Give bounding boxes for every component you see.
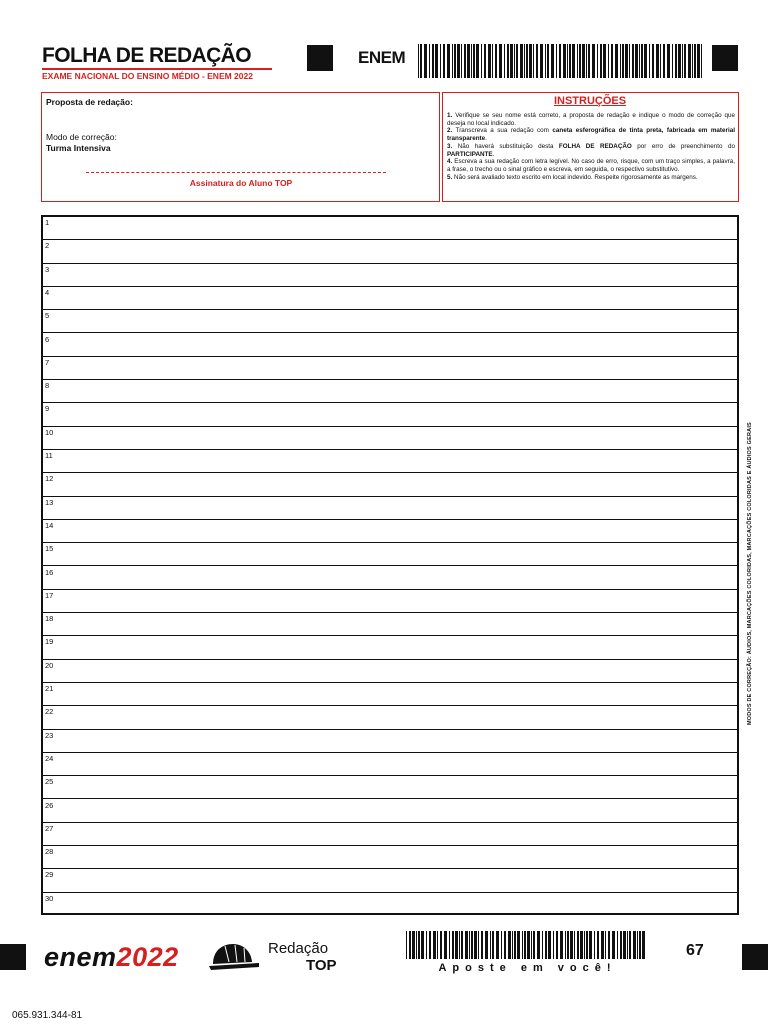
- barcode-bar: [574, 931, 575, 959]
- barcode-bar: [608, 44, 609, 78]
- line-number: 9: [45, 404, 50, 414]
- barcode-bar: [514, 44, 515, 78]
- barcode-bar: [501, 931, 502, 959]
- barcode-bar: [594, 931, 595, 959]
- barcode-bar: [612, 931, 615, 959]
- barcode-bar: [464, 44, 466, 78]
- barcode-bar: [476, 44, 479, 78]
- writing-line[interactable]: [43, 706, 737, 729]
- page-number: 67: [686, 942, 704, 959]
- barcode-bar: [457, 44, 460, 78]
- barcode-top: [418, 44, 704, 78]
- barcode-bar: [533, 931, 535, 959]
- barcode-bar: [635, 44, 638, 78]
- barcode-bar: [672, 44, 673, 78]
- barcode-bar: [649, 44, 650, 78]
- line-number: 16: [45, 567, 54, 577]
- barcode-bar: [556, 44, 557, 78]
- writing-line[interactable]: [43, 823, 737, 846]
- writing-line[interactable]: [43, 357, 737, 380]
- enem-logo: [44, 942, 179, 973]
- barcode-bar: [656, 44, 659, 78]
- writing-line[interactable]: [43, 287, 737, 310]
- barcode-bar: [485, 931, 488, 959]
- barcode-bar: [421, 931, 424, 959]
- line-number: 22: [45, 707, 54, 717]
- writing-line[interactable]: [43, 776, 737, 799]
- writing-line[interactable]: [43, 403, 737, 426]
- line-number: 3: [45, 264, 50, 274]
- barcode-bar: [682, 44, 683, 78]
- barcode-bar: [667, 44, 670, 78]
- barcode-bar: [601, 931, 604, 959]
- line-number: 5: [45, 311, 50, 321]
- barcode-bar: [429, 931, 431, 959]
- barcode-bar: [435, 44, 438, 78]
- line-number: 28: [45, 847, 54, 857]
- barcode-bar: [675, 44, 677, 78]
- barcode-bar: [563, 44, 566, 78]
- barcode-bar: [567, 931, 569, 959]
- writing-line[interactable]: [43, 473, 737, 496]
- line-number: 8: [45, 381, 50, 391]
- barcode-bar: [406, 931, 407, 959]
- writing-line[interactable]: [43, 800, 737, 823]
- proposal-label: Proposta de redação:: [46, 97, 133, 107]
- writing-line[interactable]: [43, 520, 737, 543]
- barcode-bar: [536, 44, 538, 78]
- barcode-bar: [605, 931, 606, 959]
- barcode-bar: [426, 931, 427, 959]
- barcode-bar: [632, 44, 634, 78]
- correction-mode-value: Turma Intensiva: [46, 143, 111, 153]
- barcode-bar: [620, 931, 622, 959]
- barcode-bar: [481, 44, 482, 78]
- barcode-bar: [542, 931, 543, 959]
- barcode-bar: [496, 931, 499, 959]
- barcode-bar: [692, 44, 693, 78]
- essay-writing-area[interactable]: [41, 215, 739, 915]
- line-number: 12: [45, 474, 54, 484]
- line-number: 4: [45, 287, 50, 297]
- correction-mode-label: Modo de correção:: [46, 132, 117, 142]
- barcode-bar: [547, 44, 549, 78]
- writing-line[interactable]: [43, 310, 737, 333]
- writing-line[interactable]: [43, 334, 737, 357]
- registration-mark-top-left: [307, 45, 333, 71]
- writing-line[interactable]: [43, 497, 737, 520]
- slogan: Aposte em você!: [438, 962, 617, 974]
- barcode-bar: [579, 44, 581, 78]
- barcode-bar: [639, 931, 641, 959]
- barcode-bar: [514, 931, 516, 959]
- line-number: 27: [45, 823, 54, 833]
- correction-modes-side-text: MODOS DE CORREÇÃO: ÁUDIOS, MARCAÇÕES COLORIDAS, MARCAÇÕES COLORIDAS E ÁUDIOS GERAIS: [747, 422, 753, 725]
- instruction-item: 3. Não haverá substituição desta FOLHA DE REDAÇÃO por erro de preenchimento do PARTICIPANTE.: [447, 142, 735, 158]
- line-number: 2: [45, 241, 50, 251]
- barcode-bar: [584, 931, 585, 959]
- writing-line[interactable]: [43, 846, 737, 869]
- barcode-bar: [429, 44, 430, 78]
- cap-icon: [205, 942, 261, 972]
- barcode-bar: [512, 931, 513, 959]
- barcode-bar: [440, 44, 441, 78]
- registration-mark-bottom-left: [0, 944, 26, 970]
- barcode-bar: [531, 931, 532, 959]
- writing-line[interactable]: [43, 567, 737, 590]
- barcode-bar: [553, 931, 554, 959]
- line-number: 7: [45, 357, 50, 367]
- barcode-bar: [603, 44, 606, 78]
- barcode-bar: [577, 44, 578, 78]
- barcode-bar: [569, 44, 571, 78]
- barcode-bar: [625, 44, 628, 78]
- barcode-bar: [499, 44, 502, 78]
- barcode-bar: [508, 931, 511, 959]
- barcode-bar: [524, 931, 526, 959]
- barcode-bar: [440, 931, 442, 959]
- barcode-bar: [471, 44, 472, 78]
- writing-line[interactable]: [43, 893, 737, 916]
- barcode-bar: [437, 931, 438, 959]
- logo-word: enem: [44, 942, 117, 972]
- barcode-bar: [559, 44, 561, 78]
- barcode-bar: [545, 931, 547, 959]
- line-number: 18: [45, 614, 54, 624]
- instruction-item: 4. Escreva a sua redação com letra legível. No caso de erro, risque, com um traço simples, a palavra, a frase, o trecho ou o sinal gráfico e escreva, em seguida, o respectivo substitutivo.: [447, 158, 735, 173]
- barcode-bar: [620, 44, 621, 78]
- brand-redacao: Redação: [268, 940, 329, 957]
- instruction-item: 5. Não será avaliado texto escrito em local indevido. Respeite rigorosamente as margens.: [447, 173, 698, 181]
- signature-line: [86, 172, 386, 173]
- barcode-bar: [416, 931, 417, 959]
- barcode-bar: [633, 931, 636, 959]
- barcode-bar: [495, 44, 497, 78]
- writing-line[interactable]: [43, 636, 737, 659]
- line-number: 15: [45, 544, 54, 554]
- barcode-bar: [474, 931, 477, 959]
- writing-line[interactable]: [43, 264, 737, 287]
- writing-line[interactable]: [43, 543, 737, 566]
- barcode-bar: [412, 931, 415, 959]
- barcode-bar: [516, 44, 518, 78]
- barcode-bar: [520, 44, 523, 78]
- signature-label: Assinatura do Aluno TOP: [189, 178, 293, 188]
- barcode-bar: [507, 44, 509, 78]
- writing-line[interactable]: [43, 240, 737, 263]
- line-number: 1: [45, 218, 50, 227]
- barcode-bar: [527, 931, 530, 959]
- barcode-bar: [522, 931, 523, 959]
- writing-line[interactable]: [43, 660, 737, 683]
- barcode-bar: [537, 931, 540, 959]
- barcode-bar: [611, 44, 613, 78]
- line-number: 17: [45, 590, 54, 600]
- barcode-bar: [551, 44, 554, 78]
- barcode-bar: [443, 44, 445, 78]
- barcode-bar: [545, 44, 546, 78]
- barcode-bar: [608, 931, 610, 959]
- page-subtitle: EXAME NACIONAL DO ENSINO MÉDIO - ENEM 2022: [42, 71, 253, 81]
- barcode-bar: [556, 931, 558, 959]
- barcode-bar: [663, 44, 665, 78]
- line-number: 19: [45, 637, 54, 647]
- instruction-item: 2. Transcreva a sua redação com caneta esferográfica de tinta preta, fabricada em material transparente.: [447, 127, 735, 143]
- barcode-bar: [652, 44, 654, 78]
- barcode-bar: [697, 44, 700, 78]
- instruction-item: 1. Verifique se seu nome está correto, a proposta de redação e indique o modo de correção que deseja no local indicado.: [447, 112, 736, 127]
- barcode-bar: [433, 931, 436, 959]
- barcode-bar: [420, 44, 422, 78]
- line-number: 20: [45, 660, 54, 670]
- barcode-bar: [504, 44, 505, 78]
- barcode-bar: [644, 44, 647, 78]
- barcode-bar: [588, 44, 590, 78]
- barcode-bar: [452, 931, 454, 959]
- writing-line[interactable]: [43, 590, 737, 613]
- barcode-bar: [510, 44, 513, 78]
- barcode-bar: [454, 44, 456, 78]
- barcode-bar: [418, 44, 419, 78]
- barcode-bar: [622, 44, 624, 78]
- barcode-bar: [478, 931, 479, 959]
- barcode-bar: [629, 931, 631, 959]
- barcode-bar: [629, 44, 630, 78]
- line-number: 13: [45, 497, 54, 507]
- line-number: 29: [45, 870, 54, 880]
- writing-line[interactable]: [43, 217, 737, 240]
- barcode-bar: [424, 44, 427, 78]
- barcode-bar: [461, 931, 463, 959]
- barcode-bar: [678, 44, 681, 78]
- barcode-bar: [577, 931, 579, 959]
- line-number: 25: [45, 777, 54, 787]
- barcode-bar: [471, 931, 473, 959]
- writing-line[interactable]: [43, 450, 737, 473]
- barcode-bar: [637, 931, 638, 959]
- barcode-bar: [481, 931, 483, 959]
- barcode-bar: [529, 44, 532, 78]
- line-number: 6: [45, 334, 50, 344]
- barcode-bar: [461, 44, 462, 78]
- title-underline: [42, 68, 272, 70]
- barcode-bar: [589, 931, 592, 959]
- barcode-bar: [600, 44, 602, 78]
- barcode-bar: [660, 44, 661, 78]
- barcode-bar: [447, 44, 450, 78]
- document-id: 065.931.344-81: [12, 1010, 83, 1021]
- line-number: 23: [45, 730, 54, 740]
- line-number: 26: [45, 800, 54, 810]
- barcode-bar: [492, 44, 493, 78]
- barcode-bar: [701, 44, 702, 78]
- writing-line[interactable]: [43, 869, 737, 892]
- barcode-bar: [570, 931, 573, 959]
- barcode-bar: [455, 931, 458, 959]
- barcode-bar: [432, 44, 434, 78]
- line-number: 14: [45, 520, 54, 530]
- barcode-bar: [615, 44, 618, 78]
- barcode-bar: [409, 931, 411, 959]
- barcode-bar: [449, 931, 450, 959]
- barcode-bar: [623, 931, 626, 959]
- line-number: 11: [45, 451, 53, 460]
- writing-line[interactable]: [43, 730, 737, 753]
- barcode-bar: [565, 931, 566, 959]
- barcode-bar: [617, 931, 618, 959]
- brand-top: TOP: [306, 957, 337, 974]
- barcode-bar: [418, 931, 420, 959]
- registration-mark-top-right: [712, 45, 738, 71]
- barcode-bar: [639, 44, 640, 78]
- barcode-bar: [459, 931, 460, 959]
- line-number: 21: [45, 684, 54, 693]
- writing-line[interactable]: [43, 613, 737, 636]
- barcode-bar: [517, 931, 520, 959]
- barcode-bar: [586, 44, 587, 78]
- line-number: 24: [45, 753, 54, 763]
- line-number: 30: [45, 893, 54, 903]
- barcode-bar: [597, 44, 598, 78]
- barcode-bar: [572, 44, 575, 78]
- barcode-bar: [467, 44, 470, 78]
- barcode-bar: [490, 931, 491, 959]
- barcode-bar: [560, 931, 563, 959]
- barcode-bar: [473, 44, 475, 78]
- writing-line[interactable]: [43, 753, 737, 776]
- barcode-bar: [627, 931, 628, 959]
- barcode-bar: [540, 44, 543, 78]
- writing-line[interactable]: [43, 380, 737, 403]
- barcode-bar: [641, 44, 643, 78]
- barcode-bar: [684, 44, 686, 78]
- writing-line[interactable]: [43, 683, 737, 706]
- barcode-bar: [492, 931, 494, 959]
- line-number: 10: [45, 427, 54, 437]
- barcode-bar: [580, 931, 583, 959]
- barcode-bar: [484, 44, 486, 78]
- barcode-bar: [694, 44, 696, 78]
- barcode-bar: [642, 931, 645, 959]
- barcode-bar: [488, 44, 491, 78]
- barcode-bar: [582, 44, 585, 78]
- barcode-bar: [524, 44, 525, 78]
- writing-line[interactable]: [43, 427, 737, 450]
- barcode-bar: [504, 931, 506, 959]
- barcode-bar: [597, 931, 599, 959]
- barcode-bar: [688, 44, 691, 78]
- instructions-title: INSTRUÇÕES: [553, 95, 627, 107]
- logo-year: 2022: [116, 942, 179, 972]
- barcode-bar: [452, 44, 453, 78]
- barcode-bar: [533, 44, 534, 78]
- barcode-bar: [444, 931, 447, 959]
- barcode-bar: [526, 44, 528, 78]
- barcode-bar: [469, 931, 470, 959]
- instructions-list: [447, 112, 735, 181]
- barcode-bottom: [406, 931, 648, 959]
- barcode-bar: [567, 44, 568, 78]
- registration-mark-bottom-right: [742, 944, 768, 970]
- exam-label: ENEM: [358, 48, 406, 67]
- barcode-bar: [592, 44, 595, 78]
- barcode-bar: [465, 931, 468, 959]
- barcode-bar: [548, 931, 551, 959]
- barcode-bar: [586, 931, 588, 959]
- page-title: FOLHA DE REDAÇÃO: [42, 44, 251, 67]
